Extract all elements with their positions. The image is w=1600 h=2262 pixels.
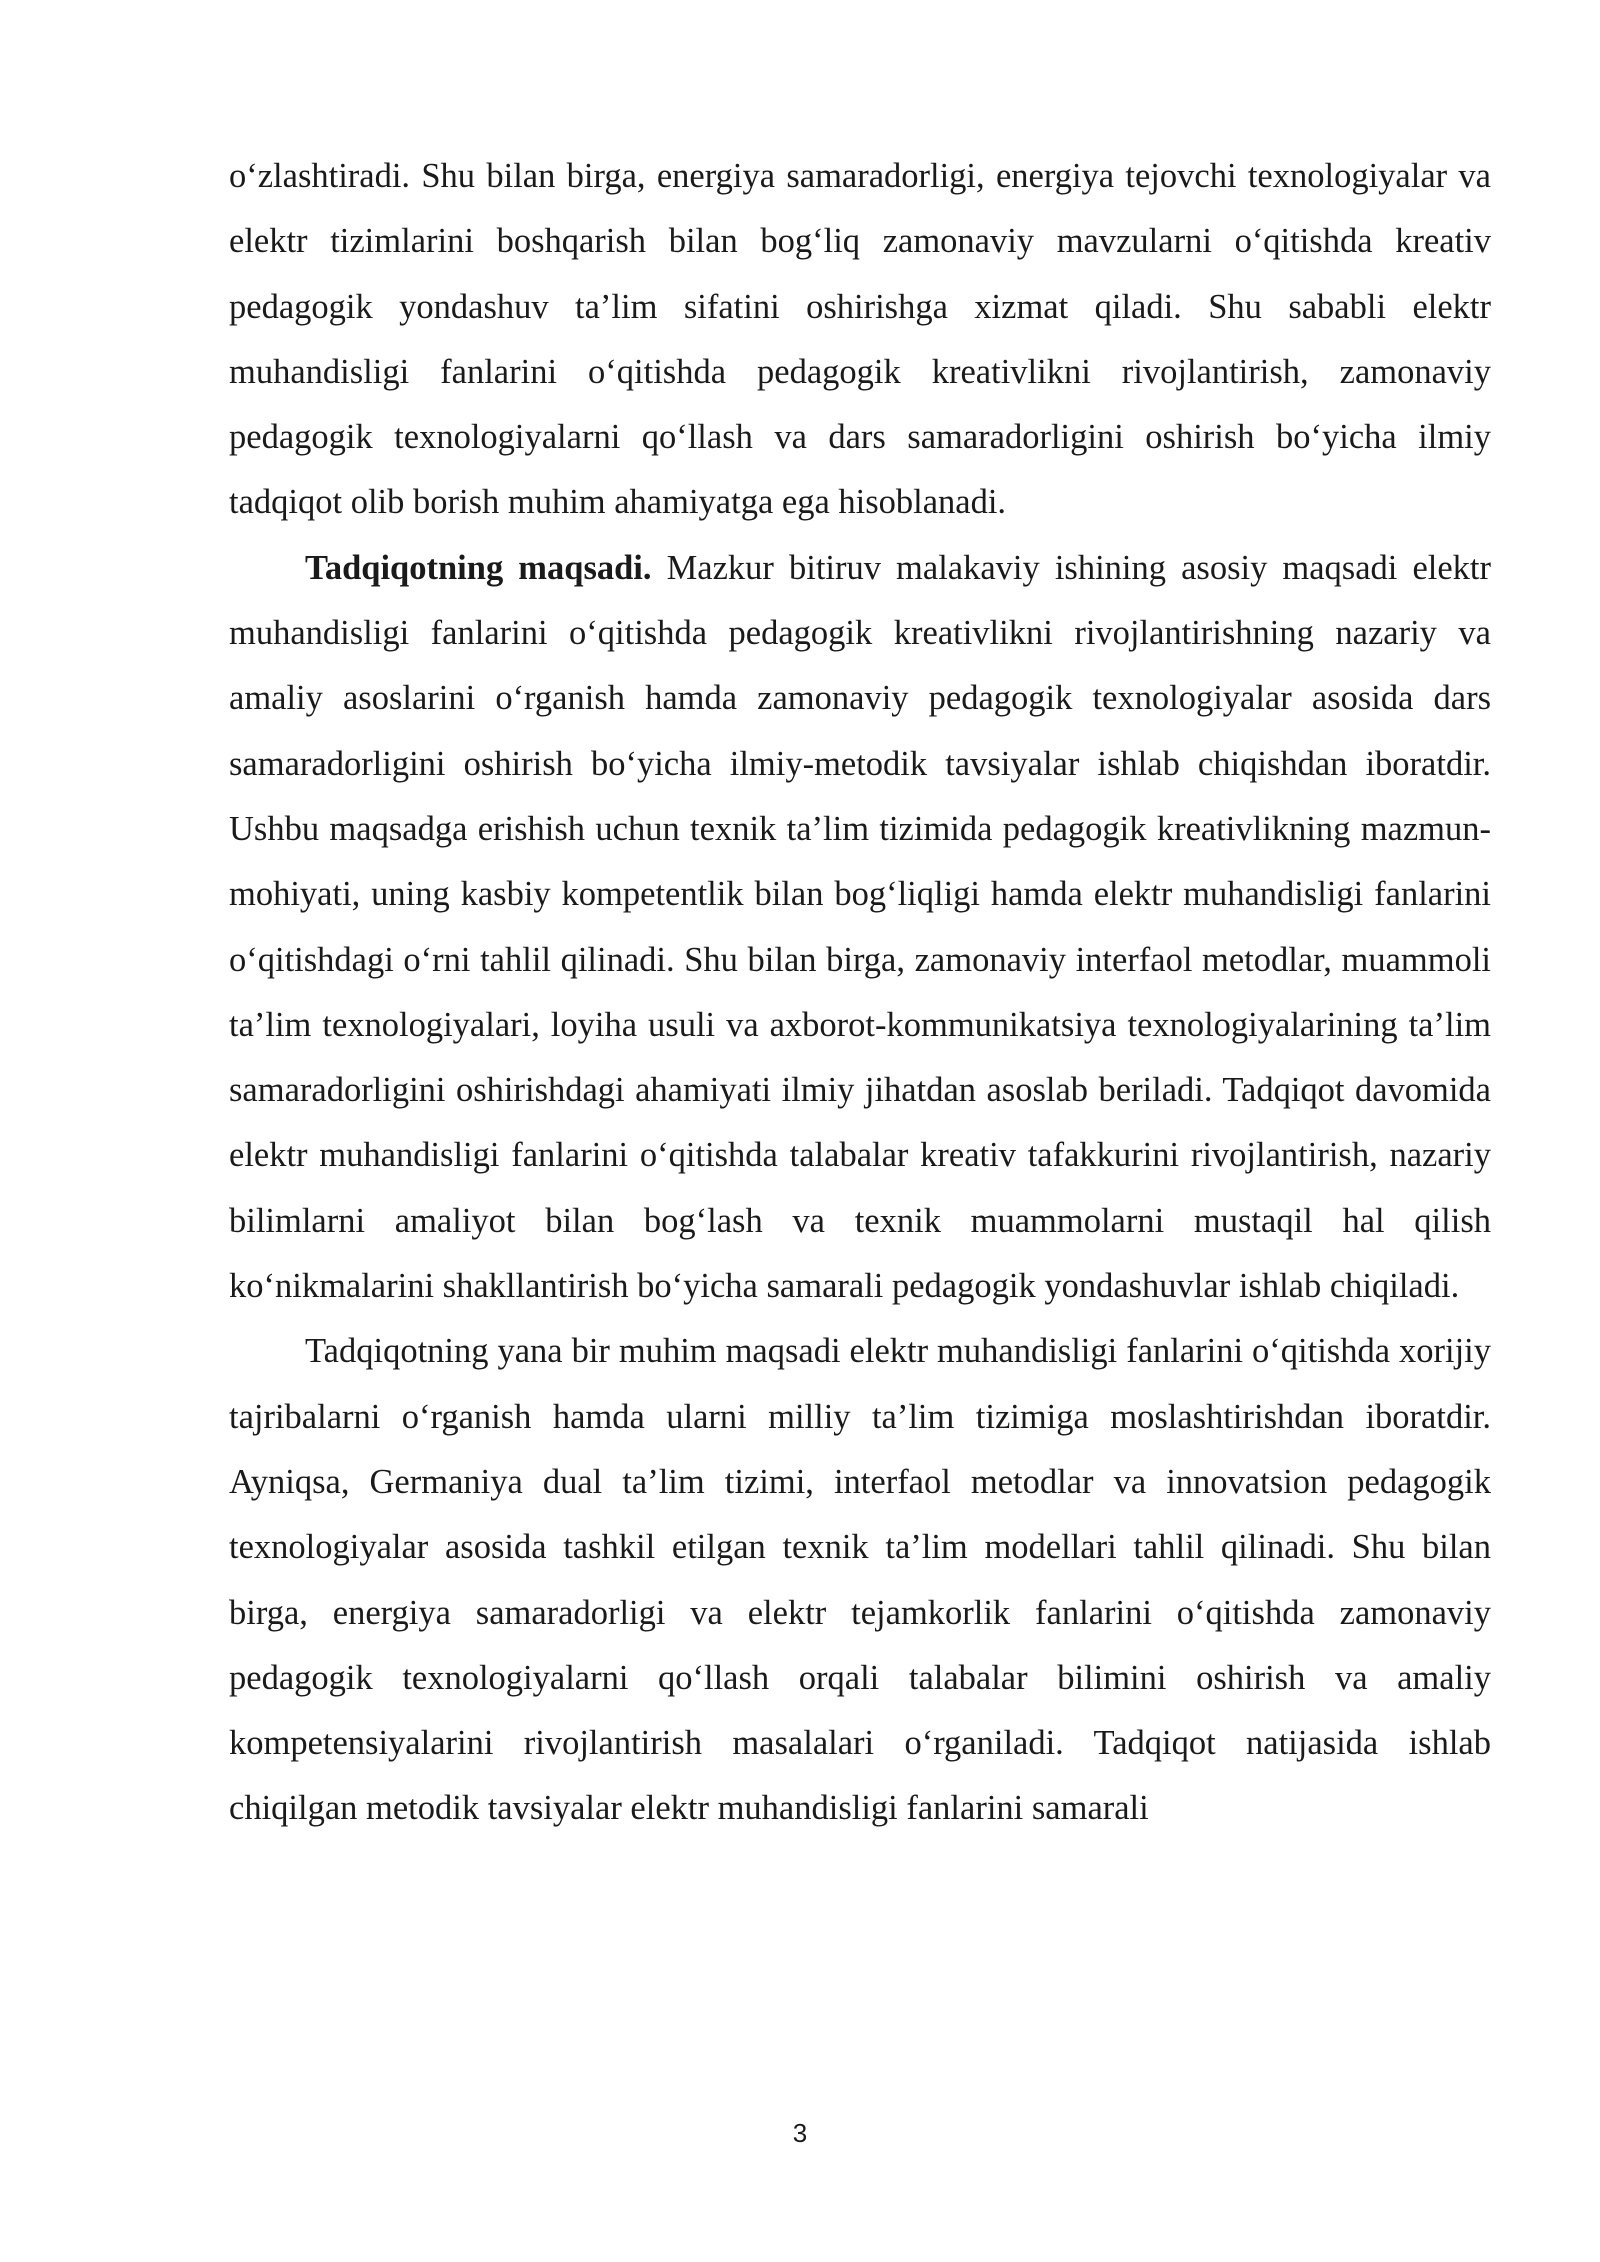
paragraph-text: Mazkur bitiruv malakaviy ishining asosiy maqsadi elektr muhandisligi fanlarini o‘qitishda pedagogik kreativlikni rivojlantirishning nazariy va amaliy asoslarini o‘rganish hamda zamonaviy pedagogik texnologiyalar asosida dars samaradorligini oshirish bo‘yicha ilmiy-metodik tavsiyalar ishlab chiqishdan iboratdir. Ushbu maqsadga erishish uchun texnik ta’lim tizimida pedagogik kreativlikning mazmun-mohiyati, uning kasbiy kompetentlik bilan bog‘liqligi hamda elektr muhandisligi fanlarini o‘qitishdagi o‘rni tahlil qilinadi. Shu bilan birga, zamonaviy interfaol metodlar, muammoli ta’lim texnologiyalari, loyiha usuli va axborot-kommunikatsiya texnologiyalarining ta’lim samaradorligini oshirishdagi ahamiyati ilmiy jihatdan asoslab beriladi. Tadqiqot davomida elektr muhandisligi fanlarini o‘qitishda talabalar kreativ tafakkurini rivojlantirish, nazariy bilimlarni amaliyot bilan bog‘lash va texnik muammolarni mustaqil hal qilish ko‘nikmalarini shakllantirish bo‘yicha samarali pedagogik yondashuvlar ishlab chiqiladi. [229, 548, 1491, 1306]
paragraph-additional-aim [229, 1319, 1491, 1841]
section-heading: Tadqiqotning maqsadi. [305, 548, 652, 587]
page-number: 3 [792, 2118, 808, 2148]
body-text [229, 144, 1491, 1842]
paragraph-intro-continuation [229, 144, 1491, 536]
paragraph-research-aim [229, 536, 1491, 1320]
paragraph-text: Tadqiqotning yana bir muhim maqsadi elektr muhandisligi fanlarini o‘qitishda xorijiy tajribalarni o‘rganish hamda ularni milliy ta’lim tizimiga moslashtirishdan iboratdir. Ayniqsa, Germaniya dual ta’lim tizimi, interfaol metodlar va innovatsion pedagogik texnologiyalar asosida tashkil etilgan texnik ta’lim modellari tahlil qilinadi. Shu bilan birga, energiya samaradorligi va elektr tejamkorlik fanlarini o‘qitishda zamonaviy pedagogik texnologiyalarni qo‘llash orqali talabalar bilimini oshirish va amaliy kompetensiyalarini rivojlantirish masalalari o‘rganiladi. Tadqiqot natijasida ishlab chiqilgan metodik tavsiyalar elektr muhandisligi fanlarini samarali [229, 1332, 1491, 1828]
paragraph-text: o‘zlashtiradi. Shu bilan birga, energiya samaradorligi, energiya tejovchi texnologiyalar va elektr tizimlarini boshqarish bilan bog‘liq zamonaviy mavzularni o‘qitishda kreativ pedagogik yondashuv ta’lim sifatini oshirishga xizmat qiladi. Shu sababli elektr muhandisligi fanlarini o‘qitishda pedagogik kreativlikni rivojlantirish, zamonaviy pedagogik texnologiyalarni qo‘llash va dars samaradorligini oshirish bo‘yicha ilmiy tadqiqot olib borish muhim ahamiyatga ega hisoblanadi. [229, 157, 1491, 522]
